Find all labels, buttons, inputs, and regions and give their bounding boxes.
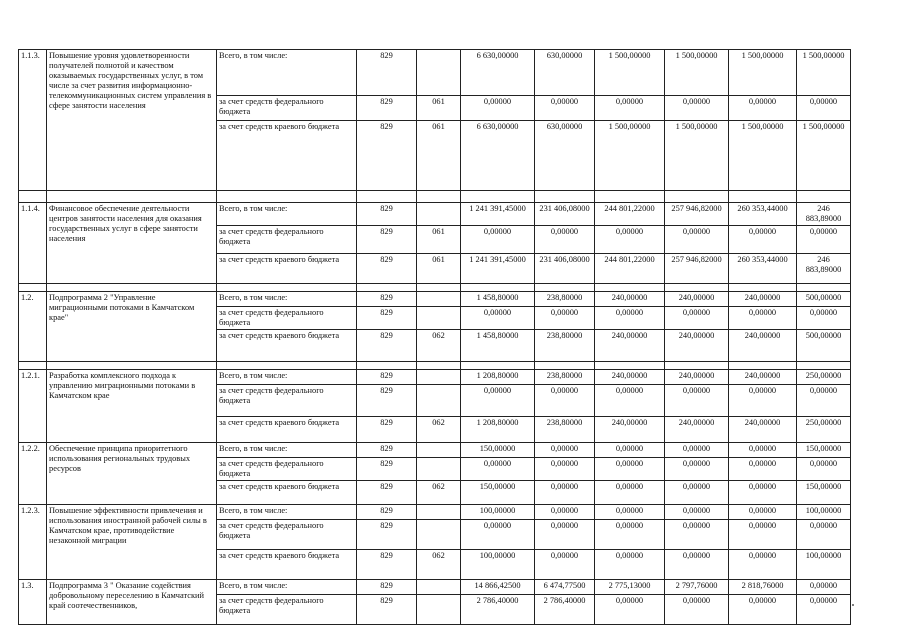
amount-cell: 1 208,80000: [461, 417, 535, 443]
budget-code: 829: [357, 505, 417, 520]
amount-cell: 238,80000: [535, 292, 595, 307]
amount-cell: 1 500,00000: [729, 50, 797, 96]
section-code: 062: [417, 417, 461, 443]
amount-cell: 0,00000: [665, 505, 729, 520]
amount-cell: 240,00000: [729, 292, 797, 307]
section-code: 062: [417, 481, 461, 505]
measure-name: Финансовое обеспечение деятельности центров занятости населения для оказания государственных услуг в сфере занятости населения: [47, 203, 217, 284]
amount-cell: 0,00000: [797, 226, 851, 254]
table-row: [19, 292, 851, 307]
amount-cell: 0,00000: [665, 550, 729, 580]
amount-cell: 240,00000: [595, 292, 665, 307]
amount-cell: 0,00000: [461, 385, 535, 417]
funding-source: за счет средств федерального бюджета: [217, 595, 357, 625]
measure-name: Обеспечение принципа приоритетного использования региональных трудовых ресурсов: [47, 443, 217, 505]
amount-cell: 240,00000: [729, 417, 797, 443]
amount-cell: 2 818,76000: [729, 580, 797, 595]
gap-cell: [217, 191, 357, 203]
gap-cell: [797, 362, 851, 370]
amount-cell: 630,00000: [535, 121, 595, 191]
funding-source: Всего, в том числе:: [217, 50, 357, 96]
amount-cell: 0,00000: [729, 481, 797, 505]
budget-code: 829: [357, 121, 417, 191]
funding-source: за счет средств краевого бюджета: [217, 417, 357, 443]
amount-cell: 1 241 391,45000: [461, 254, 535, 284]
amount-cell: 0,00000: [595, 385, 665, 417]
amount-cell: 1 241 391,45000: [461, 203, 535, 226]
budget-code: 829: [357, 226, 417, 254]
amount-cell: 14 866,42500: [461, 580, 535, 595]
section-code: 062: [417, 330, 461, 362]
amount-cell: 231 406,08000: [535, 254, 595, 284]
gap-cell: [729, 191, 797, 203]
amount-cell: 0,00000: [729, 443, 797, 458]
amount-cell: 1 500,00000: [729, 121, 797, 191]
amount-cell: 2 797,76000: [665, 580, 729, 595]
funding-source: за счет средств федерального бюджета: [217, 385, 357, 417]
gap-cell: [797, 284, 851, 292]
amount-cell: 6 474,77500: [535, 580, 595, 595]
budget-code: 829: [357, 580, 417, 595]
amount-cell: 238,80000: [535, 417, 595, 443]
gap-cell: [19, 191, 47, 203]
budget-code: 829: [357, 385, 417, 417]
amount-cell: 0,00000: [665, 307, 729, 330]
amount-cell: 0,00000: [595, 481, 665, 505]
measure-name: Подпрограмма 2 "Управление миграционными потоками в Камчатском крае": [47, 292, 217, 362]
funding-source: за счет средств федерального бюджета: [217, 307, 357, 330]
budget-code: 829: [357, 458, 417, 481]
table-row: [19, 50, 851, 96]
amount-cell: 100,00000: [797, 505, 851, 520]
section-code: [417, 458, 461, 481]
gap-cell: [47, 284, 217, 292]
amount-cell: 0,00000: [797, 580, 851, 595]
amount-cell: 2 775,13000: [595, 580, 665, 595]
gap-cell: [357, 191, 417, 203]
row-gap: [19, 284, 851, 292]
amount-cell: 0,00000: [665, 96, 729, 121]
gap-cell: [665, 284, 729, 292]
gap-cell: [665, 191, 729, 203]
table-row: [19, 443, 851, 458]
amount-cell: 0,00000: [461, 226, 535, 254]
budget-code: 829: [357, 254, 417, 284]
amount-cell: 0,00000: [595, 520, 665, 550]
amount-cell: 0,00000: [729, 520, 797, 550]
amount-cell: 0,00000: [797, 96, 851, 121]
amount-cell: 240,00000: [595, 417, 665, 443]
amount-cell: 0,00000: [535, 226, 595, 254]
section-code: 062: [417, 550, 461, 580]
gap-cell: [19, 284, 47, 292]
section-code: [417, 443, 461, 458]
row-index: 1.1.4.: [19, 203, 47, 284]
amount-cell: 0,00000: [797, 595, 851, 625]
amount-cell: 0,00000: [535, 307, 595, 330]
amount-cell: 6 630,00000: [461, 50, 535, 96]
amount-cell: 0,00000: [535, 443, 595, 458]
row-index: 1.2.2.: [19, 443, 47, 505]
amount-cell: 500,00000: [797, 292, 851, 307]
table-row: [19, 203, 851, 226]
gap-cell: [595, 362, 665, 370]
budget-code: 829: [357, 50, 417, 96]
amount-cell: 240,00000: [665, 330, 729, 362]
amount-cell: 240,00000: [729, 330, 797, 362]
amount-cell: 250,00000: [797, 417, 851, 443]
funding-source: за счет средств федерального бюджета: [217, 96, 357, 121]
gap-cell: [797, 191, 851, 203]
amount-cell: 238,80000: [535, 330, 595, 362]
amount-cell: 240,00000: [729, 370, 797, 385]
gap-cell: [217, 362, 357, 370]
funding-source: за счет средств краевого бюджета: [217, 550, 357, 580]
amount-cell: 0,00000: [461, 520, 535, 550]
section-code: [417, 505, 461, 520]
gap-cell: [729, 362, 797, 370]
funding-source: Всего, в том числе:: [217, 580, 357, 595]
scan-speck: [852, 604, 854, 606]
amount-cell: 0,00000: [729, 458, 797, 481]
row-index: 1.2.1.: [19, 370, 47, 443]
table-row: [19, 505, 851, 520]
amount-cell: 0,00000: [535, 458, 595, 481]
funding-source: Всего, в том числе:: [217, 443, 357, 458]
funding-source: за счет средств федерального бюджета: [217, 458, 357, 481]
amount-cell: 0,00000: [535, 385, 595, 417]
amount-cell: 260 353,44000: [729, 203, 797, 226]
budget-code: 829: [357, 481, 417, 505]
amount-cell: 0,00000: [729, 307, 797, 330]
amount-cell: 257 946,82000: [665, 254, 729, 284]
amount-cell: 100,00000: [797, 550, 851, 580]
amount-cell: 150,00000: [797, 481, 851, 505]
amount-cell: 0,00000: [595, 443, 665, 458]
amount-cell: 0,00000: [797, 307, 851, 330]
funding-source: за счет средств краевого бюджета: [217, 121, 357, 191]
amount-cell: 0,00000: [729, 385, 797, 417]
gap-cell: [19, 362, 47, 370]
row-index: 1.2.: [19, 292, 47, 362]
amount-cell: 0,00000: [729, 550, 797, 580]
gap-cell: [357, 284, 417, 292]
amount-cell: 250,00000: [797, 370, 851, 385]
gap-cell: [461, 362, 535, 370]
budget-code: 829: [357, 292, 417, 307]
amount-cell: 1 500,00000: [595, 50, 665, 96]
funding-source: Всего, в том числе:: [217, 505, 357, 520]
gap-cell: [595, 191, 665, 203]
row-index: 1.1.3.: [19, 50, 47, 191]
budget-code: 829: [357, 595, 417, 625]
amount-cell: 0,00000: [729, 595, 797, 625]
amount-cell: 0,00000: [665, 595, 729, 625]
amount-cell: 2 786,40000: [461, 595, 535, 625]
amount-cell: 150,00000: [461, 481, 535, 505]
amount-cell: 257 946,82000: [665, 203, 729, 226]
section-code: 061: [417, 254, 461, 284]
section-code: [417, 292, 461, 307]
budget-code: 829: [357, 96, 417, 121]
budget-code: 829: [357, 417, 417, 443]
amount-cell: 240,00000: [595, 330, 665, 362]
amount-cell: 240,00000: [665, 417, 729, 443]
funding-source: Всего, в том числе:: [217, 292, 357, 307]
gap-cell: [535, 362, 595, 370]
amount-cell: 6 630,00000: [461, 121, 535, 191]
amount-cell: 100,00000: [461, 550, 535, 580]
amount-cell: 1 458,80000: [461, 292, 535, 307]
section-code: 061: [417, 226, 461, 254]
funding-source: за счет средств федерального бюджета: [217, 226, 357, 254]
funding-source: за счет средств федерального бюджета: [217, 520, 357, 550]
budget-code: 829: [357, 307, 417, 330]
amount-cell: 0,00000: [595, 505, 665, 520]
section-code: [417, 50, 461, 96]
amount-cell: 0,00000: [595, 96, 665, 121]
funding-source: Всего, в том числе:: [217, 203, 357, 226]
amount-cell: 150,00000: [461, 443, 535, 458]
gap-cell: [47, 191, 217, 203]
amount-cell: 1 500,00000: [595, 121, 665, 191]
amount-cell: 0,00000: [665, 520, 729, 550]
funding-source: за счет средств краевого бюджета: [217, 481, 357, 505]
amount-cell: 246 883,89000: [797, 254, 851, 284]
budget-code: 829: [357, 443, 417, 458]
funding-source: за счет средств краевого бюджета: [217, 254, 357, 284]
amount-cell: 240,00000: [665, 292, 729, 307]
amount-cell: 0,00000: [535, 505, 595, 520]
gap-cell: [217, 284, 357, 292]
section-code: [417, 385, 461, 417]
amount-cell: 238,80000: [535, 370, 595, 385]
amount-cell: 0,00000: [535, 96, 595, 121]
amount-cell: 0,00000: [665, 226, 729, 254]
measure-name: Разработка комплексного подхода к управлению миграционными потоками в Камчатском крае: [47, 370, 217, 443]
amount-cell: 2 786,40000: [535, 595, 595, 625]
amount-cell: 260 353,44000: [729, 254, 797, 284]
amount-cell: 150,00000: [797, 443, 851, 458]
section-code: 061: [417, 121, 461, 191]
amount-cell: 1 208,80000: [461, 370, 535, 385]
amount-cell: 0,00000: [595, 458, 665, 481]
row-index: 1.2.3.: [19, 505, 47, 580]
amount-cell: 1 458,80000: [461, 330, 535, 362]
gap-cell: [535, 191, 595, 203]
gap-cell: [595, 284, 665, 292]
amount-cell: 0,00000: [461, 96, 535, 121]
amount-cell: 0,00000: [729, 96, 797, 121]
amount-cell: 240,00000: [595, 370, 665, 385]
table-row: [19, 370, 851, 385]
gap-cell: [47, 362, 217, 370]
amount-cell: 246 883,89000: [797, 203, 851, 226]
section-code: [417, 203, 461, 226]
amount-cell: 630,00000: [535, 50, 595, 96]
funding-source: за счет средств краевого бюджета: [217, 330, 357, 362]
gap-cell: [461, 191, 535, 203]
amount-cell: 0,00000: [535, 520, 595, 550]
measure-name: Повышение уровня удовлетворенности получателей полнотой и качеством оказываемых государственных услуг, в том числе за счет развития информационно-телекоммуникационных систем управления в сфере занятости населения: [47, 50, 217, 191]
amount-cell: 0,00000: [797, 385, 851, 417]
row-index: 1.3.: [19, 580, 47, 625]
amount-cell: 0,00000: [797, 458, 851, 481]
budget-code: 829: [357, 370, 417, 385]
section-code: 061: [417, 96, 461, 121]
amount-cell: 0,00000: [595, 226, 665, 254]
amount-cell: 0,00000: [665, 481, 729, 505]
funding-source: Всего, в том числе:: [217, 370, 357, 385]
budget-code: 829: [357, 330, 417, 362]
amount-cell: 0,00000: [797, 520, 851, 550]
amount-cell: 0,00000: [665, 443, 729, 458]
gap-cell: [461, 284, 535, 292]
amount-cell: 0,00000: [595, 550, 665, 580]
amount-cell: 244 801,22000: [595, 254, 665, 284]
amount-cell: 240,00000: [665, 370, 729, 385]
gap-cell: [729, 284, 797, 292]
budget-code: 829: [357, 550, 417, 580]
amount-cell: 0,00000: [729, 505, 797, 520]
amount-cell: 0,00000: [595, 595, 665, 625]
section-code: [417, 520, 461, 550]
section-code: [417, 307, 461, 330]
budget-code: 829: [357, 520, 417, 550]
gap-cell: [417, 284, 461, 292]
amount-cell: 0,00000: [461, 307, 535, 330]
table-row: [19, 580, 851, 595]
amount-cell: 0,00000: [665, 458, 729, 481]
amount-cell: 0,00000: [535, 550, 595, 580]
measure-name: Повышение эффективности привлечения и использования иностранной рабочей силы в Камчатском крае, противодействие незаконной миграции: [47, 505, 217, 580]
amount-cell: 100,00000: [461, 505, 535, 520]
amount-cell: 1 500,00000: [665, 50, 729, 96]
gap-cell: [535, 284, 595, 292]
amount-cell: 244 801,22000: [595, 203, 665, 226]
gap-cell: [417, 191, 461, 203]
amount-cell: 1 500,00000: [797, 121, 851, 191]
measure-name: Подпрограмма 3 " Оказание содействия добровольному переселению в Камчатский край соотечественников,: [47, 580, 217, 625]
amount-cell: 0,00000: [665, 385, 729, 417]
gap-cell: [357, 362, 417, 370]
amount-cell: 0,00000: [595, 307, 665, 330]
row-gap: [19, 191, 851, 203]
gap-cell: [665, 362, 729, 370]
amount-cell: 0,00000: [729, 226, 797, 254]
amount-cell: 231 406,08000: [535, 203, 595, 226]
amount-cell: 1 500,00000: [665, 121, 729, 191]
section-code: [417, 370, 461, 385]
gap-cell: [417, 362, 461, 370]
amount-cell: 0,00000: [535, 481, 595, 505]
amount-cell: 0,00000: [461, 458, 535, 481]
budget-code: 829: [357, 203, 417, 226]
row-gap: [19, 362, 851, 370]
section-code: [417, 595, 461, 625]
budget-table: [18, 49, 851, 625]
amount-cell: 500,00000: [797, 330, 851, 362]
section-code: [417, 580, 461, 595]
amount-cell: 1 500,00000: [797, 50, 851, 96]
